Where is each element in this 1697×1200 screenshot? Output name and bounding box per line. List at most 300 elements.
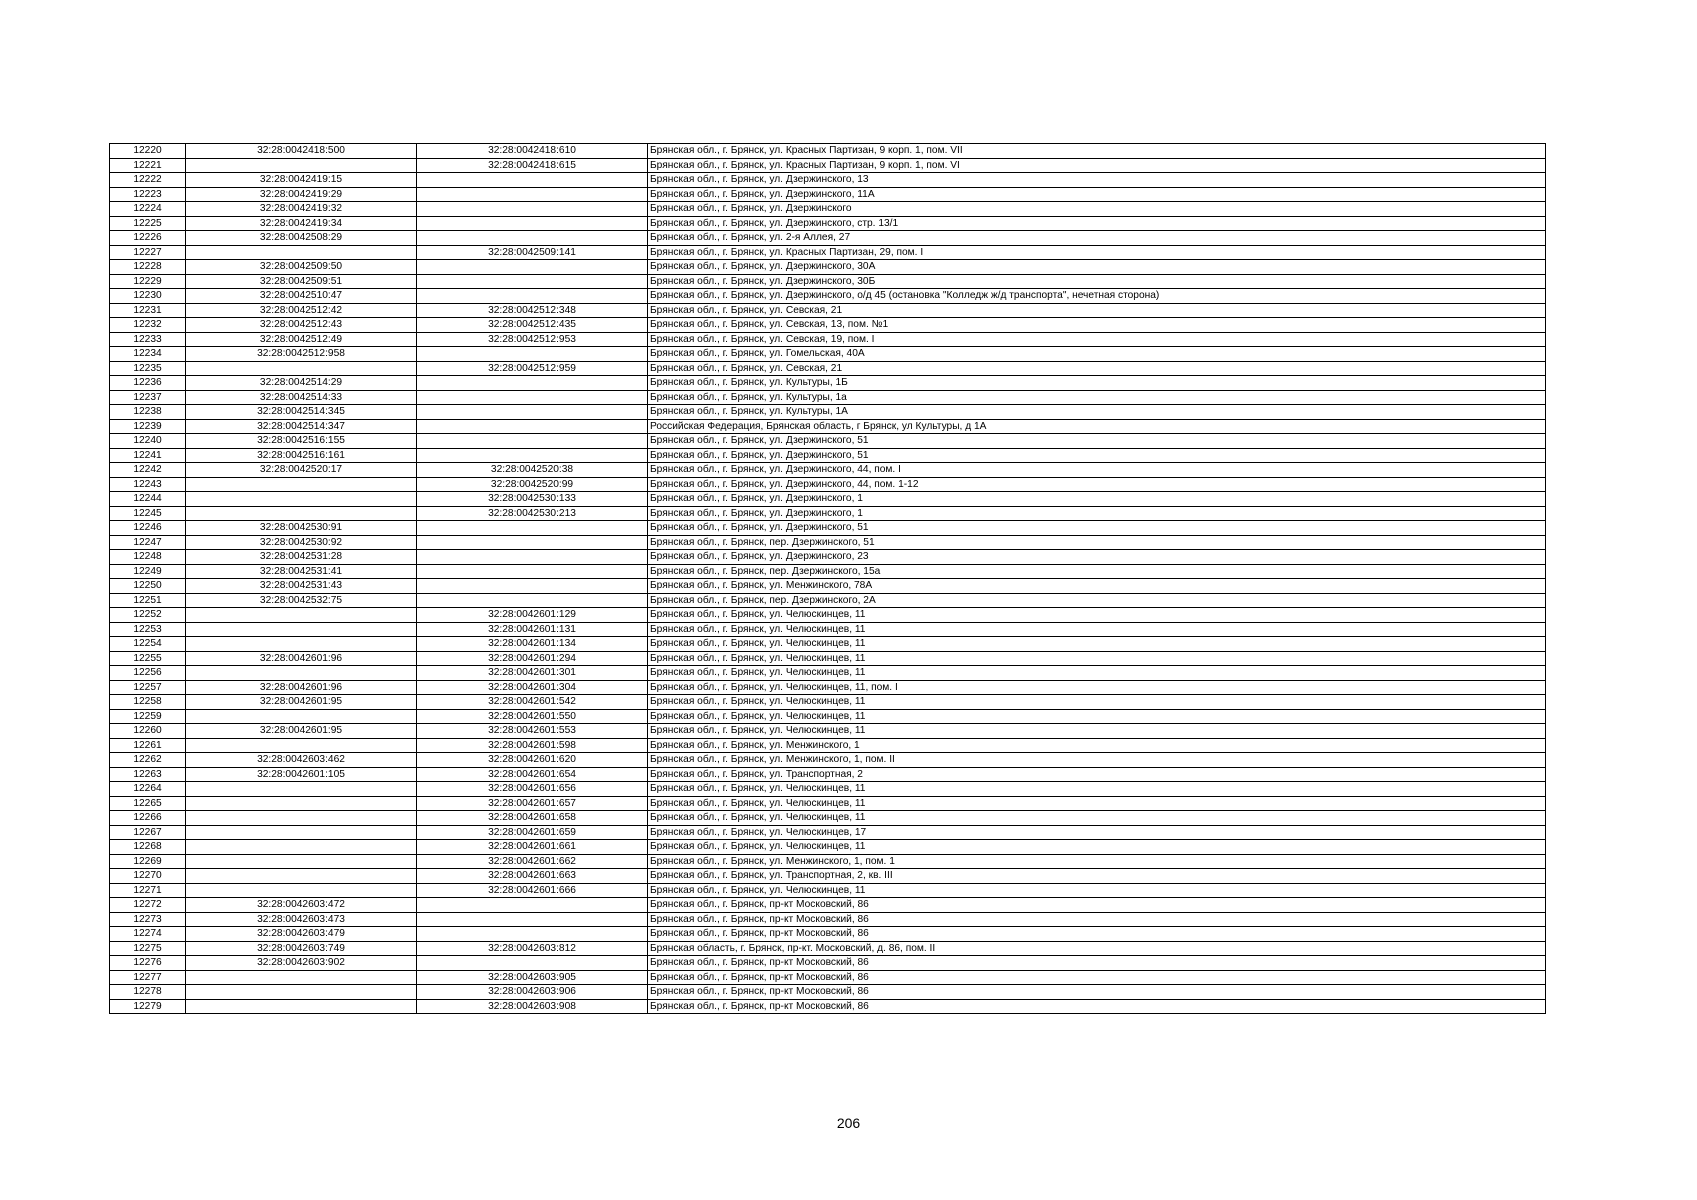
table-row [110, 767, 1546, 782]
table-row [110, 738, 1546, 753]
land-cadastral-number-cell [186, 811, 417, 826]
address-cell: Брянская обл., г. Брянск, ул. Дзержинского, 44, пом. 1-12 [648, 477, 1546, 492]
address-cell: Брянская обл., г. Брянск, ул. 2-я Аллея, 27 [648, 231, 1546, 246]
object-cadastral-number-cell [417, 274, 648, 289]
object-cadastral-number-cell [417, 173, 648, 188]
land-cadastral-number-cell: 32:28:0042510:47 [186, 289, 417, 304]
address-cell: Брянская обл., г. Брянск, ул. Культуры, 1А [648, 405, 1546, 420]
object-cadastral-number-cell [417, 448, 648, 463]
object-cadastral-number-cell [417, 187, 648, 202]
address-cell: Брянская обл., г. Брянск, ул. Дзержинского, о/д 45 (остановка "Колледж ж/д транспорта", нечетная сторона) [648, 289, 1546, 304]
object-cadastral-number-cell: 32:28:0042520:38 [417, 463, 648, 478]
address-cell: Брянская обл., г. Брянск, ул. Дзержинского, 51 [648, 434, 1546, 449]
table-row [110, 550, 1546, 565]
row-number-cell: 12225 [110, 216, 186, 231]
address-cell: Брянская обл., г. Брянск, ул. Челюскинцев, 11 [648, 608, 1546, 623]
object-cadastral-number-cell [417, 231, 648, 246]
row-number-cell: 12267 [110, 825, 186, 840]
land-cadastral-number-cell: 32:28:0042530:91 [186, 521, 417, 536]
table-row [110, 289, 1546, 304]
address-cell: Брянская обл., г. Брянск, ул. Дзержинского, 30А [648, 260, 1546, 275]
land-cadastral-number-cell: 32:28:0042512:43 [186, 318, 417, 333]
address-cell: Брянская обл., г. Брянск, ул. Дзержинского, стр. 13/1 [648, 216, 1546, 231]
address-cell: Брянская обл., г. Брянск, ул. Культуры, 1а [648, 390, 1546, 405]
row-number-cell: 12265 [110, 796, 186, 811]
table-row [110, 854, 1546, 869]
object-cadastral-number-cell [417, 898, 648, 913]
object-cadastral-number-cell: 32:28:0042601:304 [417, 680, 648, 695]
row-number-cell: 12226 [110, 231, 186, 246]
row-number-cell: 12247 [110, 535, 186, 550]
address-cell: Брянская обл., г. Брянск, пр-кт Московский, 86 [648, 956, 1546, 971]
row-number-cell: 12221 [110, 158, 186, 173]
row-number-cell: 12256 [110, 666, 186, 681]
row-number-cell: 12279 [110, 999, 186, 1014]
address-cell: Брянская обл., г. Брянск, ул. Дзержинского, 51 [648, 448, 1546, 463]
land-cadastral-number-cell [186, 666, 417, 681]
address-cell: Брянская обл., г. Брянск, ул. Менжинского, 78А [648, 579, 1546, 594]
land-cadastral-number-cell [186, 361, 417, 376]
address-cell: Брянская обл., г. Брянск, ул. Красных Партизан, 9 корп. 1, пом. VII [648, 144, 1546, 159]
row-number-cell: 12234 [110, 347, 186, 362]
address-cell: Российская Федерация, Брянская область, г Брянск, ул Культуры, д 1А [648, 419, 1546, 434]
land-cadastral-number-cell: 32:28:0042508:29 [186, 231, 417, 246]
table-row [110, 912, 1546, 927]
table-row [110, 666, 1546, 681]
table-row [110, 419, 1546, 434]
object-cadastral-number-cell: 32:28:0042601:542 [417, 695, 648, 710]
row-number-cell: 12263 [110, 767, 186, 782]
table-row [110, 898, 1546, 913]
object-cadastral-number-cell [417, 347, 648, 362]
table-row [110, 260, 1546, 275]
address-cell: Брянская обл., г. Брянск, ул. Челюскинцев, 11 [648, 651, 1546, 666]
table-row [110, 347, 1546, 362]
table-row [110, 245, 1546, 260]
address-cell: Брянская обл., г. Брянск, ул. Дзержинского, 51 [648, 521, 1546, 536]
land-cadastral-number-cell: 32:28:0042512:49 [186, 332, 417, 347]
address-cell: Брянская обл., г. Брянск, ул. Челюскинцев, 11 [648, 724, 1546, 739]
address-cell: Брянская обл., г. Брянск, ул. Челюскинцев, 11, пом. I [648, 680, 1546, 695]
table-row [110, 274, 1546, 289]
table-row [110, 535, 1546, 550]
table-row [110, 521, 1546, 536]
row-number-cell: 12278 [110, 985, 186, 1000]
row-number-cell: 12240 [110, 434, 186, 449]
row-number-cell: 12231 [110, 303, 186, 318]
address-cell: Брянская обл., г. Брянск, пр-кт Московский, 86 [648, 970, 1546, 985]
row-number-cell: 12261 [110, 738, 186, 753]
land-cadastral-number-cell [186, 608, 417, 623]
table-row [110, 651, 1546, 666]
address-cell: Брянская обл., г. Брянск, ул. Транспортная, 2, кв. III [648, 869, 1546, 884]
land-cadastral-number-cell [186, 883, 417, 898]
address-cell: Брянская обл., г. Брянск, ул. Менжинского, 1 [648, 738, 1546, 753]
row-number-cell: 12249 [110, 564, 186, 579]
table-row [110, 434, 1546, 449]
table-row [110, 506, 1546, 521]
land-cadastral-number-cell: 32:28:0042509:51 [186, 274, 417, 289]
land-cadastral-number-cell: 32:28:0042512:958 [186, 347, 417, 362]
object-cadastral-number-cell: 32:28:0042601:131 [417, 622, 648, 637]
cadastral-table [109, 143, 1546, 1014]
row-number-cell: 12270 [110, 869, 186, 884]
object-cadastral-number-cell: 32:28:0042512:435 [417, 318, 648, 333]
land-cadastral-number-cell [186, 854, 417, 869]
row-number-cell: 12269 [110, 854, 186, 869]
object-cadastral-number-cell: 32:28:0042530:133 [417, 492, 648, 507]
table-row [110, 492, 1546, 507]
row-number-cell: 12230 [110, 289, 186, 304]
address-cell: Брянская обл., г. Брянск, ул. Челюскинцев, 11 [648, 782, 1546, 797]
row-number-cell: 12238 [110, 405, 186, 420]
object-cadastral-number-cell: 32:28:0042601:550 [417, 709, 648, 724]
land-cadastral-number-cell: 32:28:0042530:92 [186, 535, 417, 550]
table-row [110, 608, 1546, 623]
object-cadastral-number-cell [417, 579, 648, 594]
address-cell: Брянская обл., г. Брянск, пр-кт Московский, 86 [648, 898, 1546, 913]
object-cadastral-number-cell: 32:28:0042601:656 [417, 782, 648, 797]
table-row [110, 709, 1546, 724]
table-row [110, 463, 1546, 478]
address-cell: Брянская обл., г. Брянск, ул. Севская, 21 [648, 303, 1546, 318]
table-row [110, 840, 1546, 855]
row-number-cell: 12228 [110, 260, 186, 275]
table-row [110, 941, 1546, 956]
table-row [110, 825, 1546, 840]
table-row [110, 216, 1546, 231]
address-cell: Брянская обл., г. Брянск, ул. Дзержинского, 23 [648, 550, 1546, 565]
row-number-cell: 12252 [110, 608, 186, 623]
row-number-cell: 12271 [110, 883, 186, 898]
address-cell: Брянская обл., г. Брянск, ул. Дзержинского, 1 [648, 492, 1546, 507]
land-cadastral-number-cell: 32:28:0042601:95 [186, 724, 417, 739]
address-cell: Брянская обл., г. Брянск, ул. Культуры, 1Б [648, 376, 1546, 391]
land-cadastral-number-cell: 32:28:0042509:50 [186, 260, 417, 275]
address-cell: Брянская обл., г. Брянск, пер. Дзержинского, 2А [648, 593, 1546, 608]
address-cell: Брянская обл., г. Брянск, пер. Дзержинского, 15а [648, 564, 1546, 579]
address-cell: Брянская обл., г. Брянск, пр-кт Московский, 86 [648, 985, 1546, 1000]
row-number-cell: 12262 [110, 753, 186, 768]
table-row [110, 173, 1546, 188]
address-cell: Брянская обл., г. Брянск, ул. Красных Партизан, 29, пом. I [648, 245, 1546, 260]
land-cadastral-number-cell: 32:28:0042603:472 [186, 898, 417, 913]
object-cadastral-number-cell: 32:28:0042601:294 [417, 651, 648, 666]
address-cell: Брянская обл., г. Брянск, ул. Челюскинцев, 11 [648, 811, 1546, 826]
address-cell: Брянская обл., г. Брянск, ул. Дзержинского, 1 [648, 506, 1546, 521]
object-cadastral-number-cell [417, 564, 648, 579]
table-row [110, 970, 1546, 985]
row-number-cell: 12223 [110, 187, 186, 202]
object-cadastral-number-cell [417, 376, 648, 391]
table-row [110, 187, 1546, 202]
table-row [110, 332, 1546, 347]
address-cell: Брянская обл., г. Брянск, ул. Дзержинского, 30Б [648, 274, 1546, 289]
table-row [110, 999, 1546, 1014]
table-row [110, 477, 1546, 492]
row-number-cell: 12241 [110, 448, 186, 463]
row-number-cell: 12229 [110, 274, 186, 289]
object-cadastral-number-cell [417, 390, 648, 405]
object-cadastral-number-cell: 32:28:0042601:553 [417, 724, 648, 739]
land-cadastral-number-cell: 32:28:0042601:96 [186, 680, 417, 695]
land-cadastral-number-cell [186, 506, 417, 521]
row-number-cell: 12235 [110, 361, 186, 376]
object-cadastral-number-cell: 32:28:0042603:908 [417, 999, 648, 1014]
land-cadastral-number-cell: 32:28:0042603:749 [186, 941, 417, 956]
row-number-cell: 12244 [110, 492, 186, 507]
land-cadastral-number-cell: 32:28:0042531:41 [186, 564, 417, 579]
address-cell: Брянская обл., г. Брянск, пер. Дзержинского, 51 [648, 535, 1546, 550]
row-number-cell: 12264 [110, 782, 186, 797]
object-cadastral-number-cell: 32:28:0042418:615 [417, 158, 648, 173]
land-cadastral-number-cell [186, 492, 417, 507]
address-cell: Брянская обл., г. Брянск, ул. Менжинского, 1, пом. 1 [648, 854, 1546, 869]
land-cadastral-number-cell: 32:28:0042418:500 [186, 144, 417, 159]
land-cadastral-number-cell: 32:28:0042603:902 [186, 956, 417, 971]
row-number-cell: 12273 [110, 912, 186, 927]
address-cell: Брянская обл., г. Брянск, ул. Севская, 13, пом. №1 [648, 318, 1546, 333]
land-cadastral-number-cell [186, 840, 417, 855]
object-cadastral-number-cell: 32:28:0042601:620 [417, 753, 648, 768]
row-number-cell: 12243 [110, 477, 186, 492]
table-row [110, 390, 1546, 405]
land-cadastral-number-cell: 32:28:0042603:462 [186, 753, 417, 768]
land-cadastral-number-cell: 32:28:0042532:75 [186, 593, 417, 608]
row-number-cell: 12253 [110, 622, 186, 637]
row-number-cell: 12239 [110, 419, 186, 434]
table-row [110, 593, 1546, 608]
table-row [110, 956, 1546, 971]
land-cadastral-number-cell: 32:28:0042514:345 [186, 405, 417, 420]
land-cadastral-number-cell [186, 622, 417, 637]
row-number-cell: 12236 [110, 376, 186, 391]
land-cadastral-number-cell: 32:28:0042601:96 [186, 651, 417, 666]
object-cadastral-number-cell: 32:28:0042601:659 [417, 825, 648, 840]
address-cell: Брянская обл., г. Брянск, ул. Челюскинцев, 11 [648, 840, 1546, 855]
table-row [110, 448, 1546, 463]
address-cell: Брянская обл., г. Брянск, ул. Челюскинцев, 11 [648, 709, 1546, 724]
page-number: 206 [836, 1115, 861, 1131]
address-cell: Брянская обл., г. Брянск, ул. Дзержинского, 44, пом. I [648, 463, 1546, 478]
land-cadastral-number-cell: 32:28:0042531:28 [186, 550, 417, 565]
table-row [110, 811, 1546, 826]
table-row [110, 231, 1546, 246]
table-row [110, 158, 1546, 173]
row-number-cell: 12224 [110, 202, 186, 217]
land-cadastral-number-cell: 32:28:0042419:29 [186, 187, 417, 202]
object-cadastral-number-cell [417, 202, 648, 217]
land-cadastral-number-cell: 32:28:0042512:42 [186, 303, 417, 318]
address-cell: Брянская обл., г. Брянск, пр-кт Московский, 86 [648, 927, 1546, 942]
object-cadastral-number-cell: 32:28:0042601:661 [417, 840, 648, 855]
object-cadastral-number-cell: 32:28:0042512:953 [417, 332, 648, 347]
table-row [110, 869, 1546, 884]
table-row [110, 622, 1546, 637]
object-cadastral-number-cell [417, 405, 648, 420]
land-cadastral-number-cell [186, 709, 417, 724]
land-cadastral-number-cell [186, 637, 417, 652]
object-cadastral-number-cell: 32:28:0042601:129 [417, 608, 648, 623]
table-row [110, 753, 1546, 768]
object-cadastral-number-cell [417, 912, 648, 927]
land-cadastral-number-cell: 32:28:0042531:43 [186, 579, 417, 594]
table-row [110, 782, 1546, 797]
object-cadastral-number-cell [417, 434, 648, 449]
object-cadastral-number-cell [417, 535, 648, 550]
land-cadastral-number-cell: 32:28:0042419:34 [186, 216, 417, 231]
row-number-cell: 12251 [110, 593, 186, 608]
object-cadastral-number-cell: 32:28:0042512:348 [417, 303, 648, 318]
land-cadastral-number-cell [186, 985, 417, 1000]
land-cadastral-number-cell [186, 869, 417, 884]
object-cadastral-number-cell: 32:28:0042601:663 [417, 869, 648, 884]
address-cell: Брянская область, г. Брянск, пр-кт. Московский, д. 86, пом. II [648, 941, 1546, 956]
address-cell: Брянская обл., г. Брянск, ул. Челюскинцев, 11 [648, 637, 1546, 652]
address-cell: Брянская обл., г. Брянск, пр-кт Московский, 86 [648, 912, 1546, 927]
row-number-cell: 12248 [110, 550, 186, 565]
object-cadastral-number-cell: 32:28:0042601:662 [417, 854, 648, 869]
row-number-cell: 12274 [110, 927, 186, 942]
object-cadastral-number-cell: 32:28:0042601:657 [417, 796, 648, 811]
object-cadastral-number-cell [417, 956, 648, 971]
land-cadastral-number-cell [186, 825, 417, 840]
table-row [110, 361, 1546, 376]
table-row [110, 202, 1546, 217]
object-cadastral-number-cell: 32:28:0042603:905 [417, 970, 648, 985]
object-cadastral-number-cell [417, 927, 648, 942]
address-cell: Брянская обл., г. Брянск, ул. Дзержинского [648, 202, 1546, 217]
table-row [110, 985, 1546, 1000]
land-cadastral-number-cell: 32:28:0042419:32 [186, 202, 417, 217]
address-cell: Брянская обл., г. Брянск, ул. Челюскинцев, 11 [648, 883, 1546, 898]
row-number-cell: 12277 [110, 970, 186, 985]
row-number-cell: 12237 [110, 390, 186, 405]
object-cadastral-number-cell: 32:28:0042601:134 [417, 637, 648, 652]
row-number-cell: 12260 [110, 724, 186, 739]
land-cadastral-number-cell [186, 999, 417, 1014]
object-cadastral-number-cell [417, 419, 648, 434]
row-number-cell: 12242 [110, 463, 186, 478]
row-number-cell: 12259 [110, 709, 186, 724]
table-row [110, 564, 1546, 579]
object-cadastral-number-cell: 32:28:0042603:812 [417, 941, 648, 956]
address-cell: Брянская обл., г. Брянск, ул. Челюскинцев, 17 [648, 825, 1546, 840]
row-number-cell: 12266 [110, 811, 186, 826]
object-cadastral-number-cell: 32:28:0042601:658 [417, 811, 648, 826]
land-cadastral-number-cell [186, 782, 417, 797]
land-cadastral-number-cell [186, 158, 417, 173]
land-cadastral-number-cell: 32:28:0042514:347 [186, 419, 417, 434]
address-cell: Брянская обл., г. Брянск, пр-кт Московский, 86 [648, 999, 1546, 1014]
table-row [110, 405, 1546, 420]
row-number-cell: 12268 [110, 840, 186, 855]
row-number-cell: 12276 [110, 956, 186, 971]
row-number-cell: 12222 [110, 173, 186, 188]
table-row [110, 883, 1546, 898]
address-cell: Брянская обл., г. Брянск, ул. Челюскинцев, 11 [648, 796, 1546, 811]
land-cadastral-number-cell: 32:28:0042516:161 [186, 448, 417, 463]
address-cell: Брянская обл., г. Брянск, ул. Транспортная, 2 [648, 767, 1546, 782]
land-cadastral-number-cell: 32:28:0042603:473 [186, 912, 417, 927]
row-number-cell: 12250 [110, 579, 186, 594]
object-cadastral-number-cell: 32:28:0042418:610 [417, 144, 648, 159]
address-cell: Брянская обл., г. Брянск, ул. Севская, 21 [648, 361, 1546, 376]
land-cadastral-number-cell: 32:28:0042514:29 [186, 376, 417, 391]
table-row [110, 724, 1546, 739]
land-cadastral-number-cell: 32:28:0042601:105 [186, 767, 417, 782]
land-cadastral-number-cell [186, 796, 417, 811]
address-cell: Брянская обл., г. Брянск, ул. Гомельская, 40А [648, 347, 1546, 362]
object-cadastral-number-cell [417, 550, 648, 565]
row-number-cell: 12232 [110, 318, 186, 333]
address-cell: Брянская обл., г. Брянск, ул. Дзержинского, 11А [648, 187, 1546, 202]
row-number-cell: 12245 [110, 506, 186, 521]
object-cadastral-number-cell: 32:28:0042601:598 [417, 738, 648, 753]
row-number-cell: 12257 [110, 680, 186, 695]
object-cadastral-number-cell: 32:28:0042601:654 [417, 767, 648, 782]
table-row [110, 927, 1546, 942]
address-cell: Брянская обл., г. Брянск, ул. Челюскинцев, 11 [648, 666, 1546, 681]
address-cell: Брянская обл., г. Брянск, ул. Челюскинцев, 11 [648, 622, 1546, 637]
object-cadastral-number-cell: 32:28:0042509:141 [417, 245, 648, 260]
address-cell: Брянская обл., г. Брянск, ул. Севская, 19, пом. I [648, 332, 1546, 347]
land-cadastral-number-cell [186, 970, 417, 985]
land-cadastral-number-cell: 32:28:0042514:33 [186, 390, 417, 405]
land-cadastral-number-cell [186, 245, 417, 260]
table-row [110, 579, 1546, 594]
object-cadastral-number-cell: 32:28:0042603:906 [417, 985, 648, 1000]
row-number-cell: 12246 [110, 521, 186, 536]
object-cadastral-number-cell [417, 260, 648, 275]
land-cadastral-number-cell: 32:28:0042520:17 [186, 463, 417, 478]
row-number-cell: 12254 [110, 637, 186, 652]
table-row [110, 680, 1546, 695]
land-cadastral-number-cell: 32:28:0042516:155 [186, 434, 417, 449]
address-cell: Брянская обл., г. Брянск, ул. Красных Партизан, 9 корп. 1, пом. VI [648, 158, 1546, 173]
table-row [110, 144, 1546, 159]
row-number-cell: 12233 [110, 332, 186, 347]
object-cadastral-number-cell: 32:28:0042512:959 [417, 361, 648, 376]
object-cadastral-number-cell [417, 521, 648, 536]
object-cadastral-number-cell [417, 216, 648, 231]
table-row [110, 318, 1546, 333]
land-cadastral-number-cell: 32:28:0042603:479 [186, 927, 417, 942]
row-number-cell: 12275 [110, 941, 186, 956]
address-cell: Брянская обл., г. Брянск, ул. Дзержинского, 13 [648, 173, 1546, 188]
address-cell: Брянская обл., г. Брянск, ул. Челюскинцев, 11 [648, 695, 1546, 710]
land-cadastral-number-cell: 32:28:0042601:95 [186, 695, 417, 710]
table-row [110, 796, 1546, 811]
object-cadastral-number-cell: 32:28:0042520:99 [417, 477, 648, 492]
table-row [110, 695, 1546, 710]
object-cadastral-number-cell: 32:28:0042530:213 [417, 506, 648, 521]
object-cadastral-number-cell [417, 593, 648, 608]
row-number-cell: 12220 [110, 144, 186, 159]
row-number-cell: 12272 [110, 898, 186, 913]
table-row [110, 637, 1546, 652]
table-row [110, 303, 1546, 318]
table-body [110, 144, 1546, 1014]
address-cell: Брянская обл., г. Брянск, ул. Менжинского, 1, пом. II [648, 753, 1546, 768]
land-cadastral-number-cell [186, 477, 417, 492]
object-cadastral-number-cell [417, 289, 648, 304]
row-number-cell: 12255 [110, 651, 186, 666]
row-number-cell: 12258 [110, 695, 186, 710]
table-row [110, 376, 1546, 391]
row-number-cell: 12227 [110, 245, 186, 260]
land-cadastral-number-cell [186, 738, 417, 753]
